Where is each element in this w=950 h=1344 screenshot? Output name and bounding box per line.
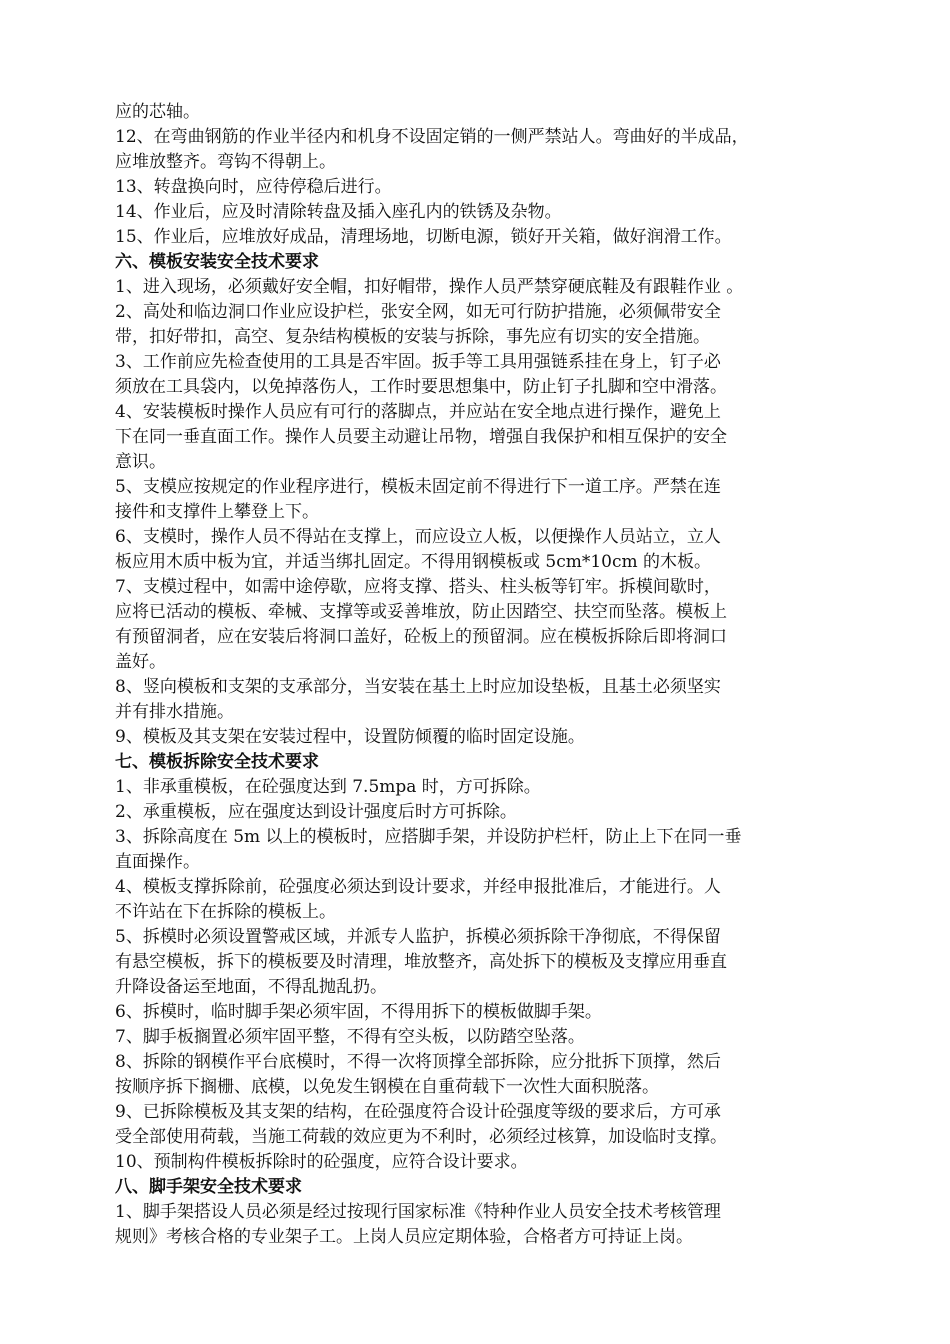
text-line: 须放在工具袋内，以免掉落伤人，工作时要思想集中，防止钉子扎脚和空中滑落。	[115, 377, 727, 397]
text-line: 9、已拆除模板及其支架的结构，在砼强度符合设计砼强度等级的要求后，方可承	[115, 1102, 721, 1122]
text-line: 13、转盘换向时，应待停稳后进行。	[115, 177, 392, 197]
text-line: 5、支模应按规定的作业程序进行，模板未固定前不得进行下一道工序。严禁在连	[115, 477, 721, 497]
text-line: 1、脚手架搭设人员必须是经过按现行国家标准《特种作业人员安全技术考核管理	[115, 1202, 721, 1222]
text-line: 不许站在下在拆除的模板上。	[115, 902, 336, 922]
text-line: 9、模板及其支架在安装过程中，设置防倾覆的临时固定设施。	[115, 727, 585, 747]
section-heading: 七、模板拆除安全技术要求	[115, 752, 319, 772]
text-line: 1、进入现场，必须戴好安全帽，扣好帽带，操作人员严禁穿硬底鞋及有跟鞋作业 。	[115, 277, 744, 297]
text-line: 规则》考核合格的专业架子工。上岗人员应定期体验，合格者方可持证上岗。	[115, 1227, 693, 1247]
text-line: 并有排水措施。	[115, 702, 234, 722]
text-line: 6、拆模时，临时脚手架必须牢固，不得用拆下的模板做脚手架。	[115, 1002, 602, 1022]
text-line: 接件和支撑件上攀登上下。	[115, 502, 319, 522]
section-heading: 八、脚手架安全技术要求	[115, 1177, 302, 1197]
text-line: 4、模板支撑拆除前，砼强度必须达到设计要求，并经申报批准后，才能进行。人	[115, 877, 721, 897]
text-line: 下在同一垂直面工作。操作人员要主动避让吊物，增强自我保护和相互保护的安全	[115, 427, 727, 447]
text-line: 15、作业后，应堆放好成品，清理场地，切断电源，锁好开关箱，做好润滑工作。	[115, 227, 732, 247]
text-line: 8、拆除的钢模作平台底模时，不得一次将顶撑全部拆除，应分批拆下顶撑，然后	[115, 1052, 721, 1072]
text-line: 应将已活动的模板、牵械、支撑等或妥善堆放，防止因踏空、扶空而坠落。模板上	[115, 602, 727, 622]
text-line: 升降设备运至地面，不得乱抛乱扔。	[115, 977, 387, 997]
text-line: 带，扣好带扣，高空、复杂结构模板的安装与拆除，事先应有切实的安全措施。	[115, 327, 710, 347]
text-line: 3、工作前应先检查使用的工具是否牢固。扳手等工具用强链系挂在身上，钉子必	[115, 352, 721, 372]
text-line: 有悬空模板，拆下的模板要及时清理，堆放整齐，高处拆下的模板及支撑应用垂直	[115, 952, 727, 972]
text-line: 7、脚手板搁置必须牢固平整，不得有空头板，以防踏空坠落。	[115, 1027, 585, 1047]
text-line: 2、高处和临边洞口作业应设护栏，张安全网，如无可行防护措施，必须佩带安全	[115, 302, 721, 322]
text-line: 意识。	[115, 452, 166, 472]
text-line: 6、支模时，操作人员不得站在支撑上，而应设立人板，以便操作人员站立，立人	[115, 527, 721, 547]
text-line: 14、作业后，应及时清除转盘及插入座孔内的铁锈及杂物。	[115, 202, 562, 222]
section-heading: 六、模板安装安全技术要求	[115, 252, 319, 272]
document-body	[115, 100, 830, 1250]
text-line: 应堆放整齐。弯钩不得朝上。	[115, 152, 336, 172]
text-line: 7、支模过程中，如需中途停歇，应将支撑、搭头、柱头板等钉牢。拆模间歇时，	[115, 577, 721, 597]
text-line: 受全部使用荷载，当施工荷载的效应更为不利时，必须经过核算，加设临时支撑。	[115, 1127, 727, 1147]
text-line: 10、预制构件模板拆除时的砼强度，应符合设计要求。	[115, 1152, 528, 1172]
text-line: 2、承重模板，应在强度达到设计强度后时方可拆除。	[115, 802, 517, 822]
text-line: 按顺序拆下搁栅、底模，以免发生钢模在自重荷载下一次性大面积脱落。	[115, 1077, 659, 1097]
text-line: 应的芯轴。	[115, 102, 200, 122]
text-line: 有预留洞者，应在安装后将洞口盖好，砼板上的预留洞。应在模板拆除后即将洞口	[115, 627, 727, 647]
text-line: 8、竖向模板和支架的支承部分，当安装在基土上时应加设垫板，且基土必须坚实	[115, 677, 721, 697]
text-line: 4、安装模板时操作人员应有可行的落脚点，并应站在安全地点进行操作，避免上	[115, 402, 721, 422]
text-line: 12、在弯曲钢筋的作业半径内和机身不设固定销的一侧严禁站人。弯曲好的半成品，	[115, 127, 749, 147]
text-line: 1、非承重模板，在砼强度达到 7.5mpa 时，方可拆除。	[115, 777, 541, 797]
text-line: 3、拆除高度在 5m 以上的模板时，应搭脚手架，并设防护栏杆，防止上下在同一垂	[115, 827, 742, 847]
text-line: 盖好。	[115, 652, 166, 672]
text-line: 板应用木质中板为宜，并适当绑扎固定。不得用钢模板或 5cm*10cm 的木板。	[115, 552, 712, 572]
text-line: 直面操作。	[115, 852, 200, 872]
text-line: 5、拆模时必须设置警戒区域，并派专人监护，拆模必须拆除干净彻底，不得保留	[115, 927, 721, 947]
